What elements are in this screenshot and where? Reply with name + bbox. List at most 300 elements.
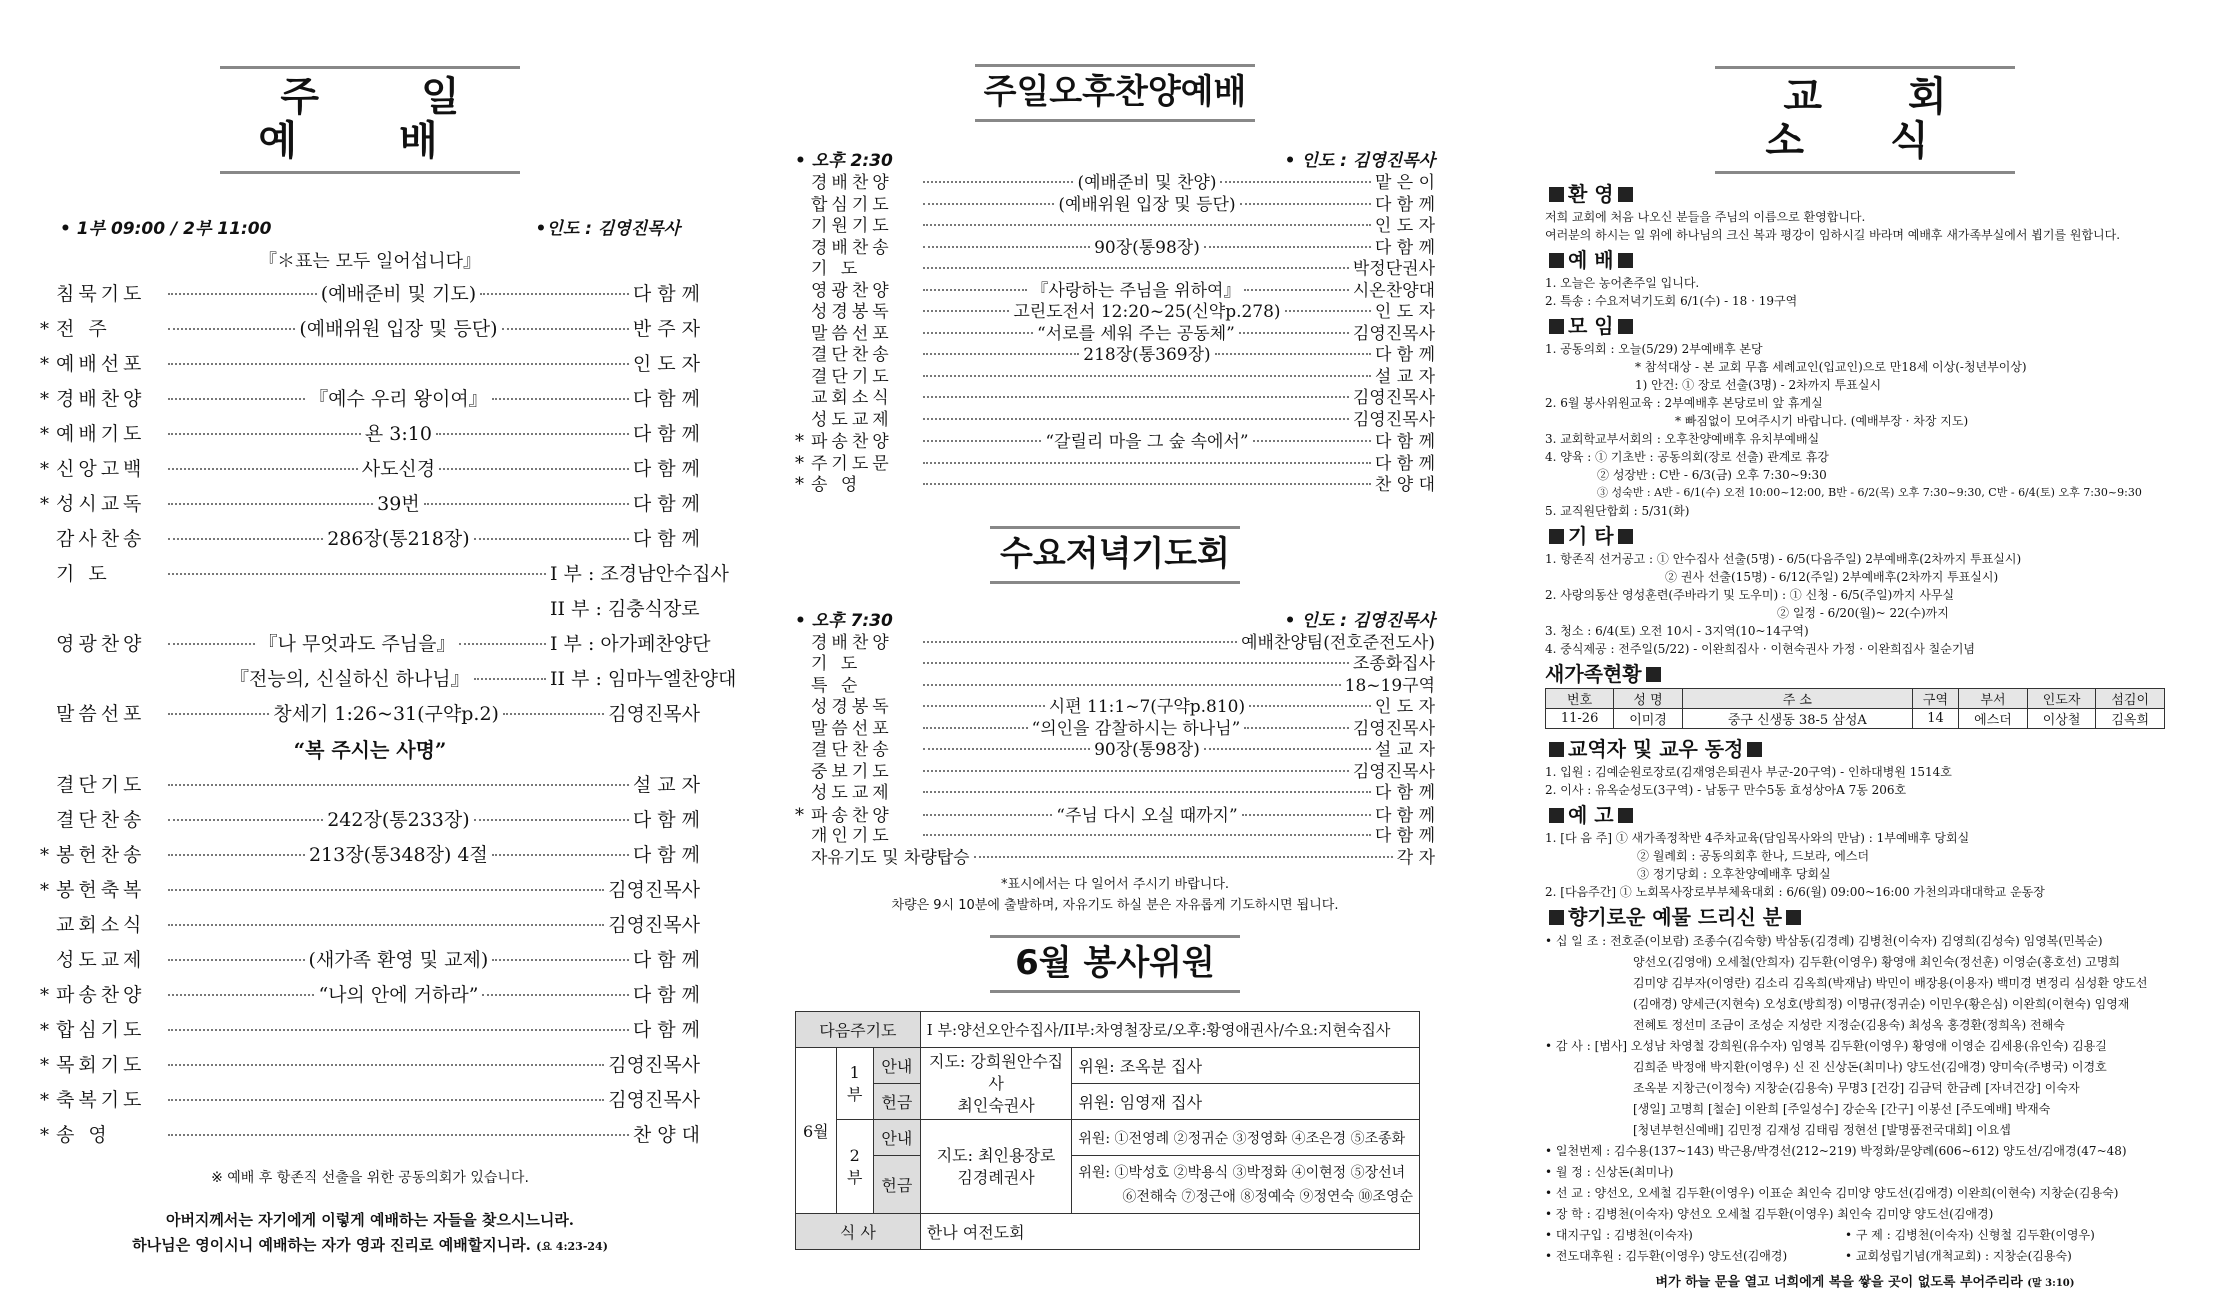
meal-value: 한나 여전도회 bbox=[920, 1214, 1419, 1250]
order-row bbox=[795, 805, 1435, 827]
order-row bbox=[795, 388, 1435, 410]
order-row bbox=[795, 719, 1435, 741]
order-person: 김영진목사 bbox=[608, 879, 700, 901]
church-news-column bbox=[1545, 0, 2185, 1290]
meeting-item: 2. 6월 봉사위원교육 : 2부예배후 본당로비 앞 휴게실 bbox=[1545, 396, 1823, 410]
offering-line: [생일] 고명희 [철순] 이완희 [주일성수] 강순옥 [간구] 이봉선 [주도예배] 박재숙 bbox=[1633, 1102, 2051, 1116]
order-name: 전 주 bbox=[56, 318, 111, 340]
p2-leader: 지도: 최인용장로 김경례권사 bbox=[920, 1120, 1072, 1214]
welcome-line-2: 여러분의 하시는 일 위에 하나님의 크신 복과 평강이 임하시길 바라며 예배후 새가족부실에서 뵙기를 원합니다. bbox=[1545, 228, 2121, 242]
afternoon-leader: • 인도 : 김영진목사 bbox=[1284, 151, 1435, 171]
meeting-item: 4. 양육 : ① 기초반 : 공동의회(장로 선출) 관계로 휴강 bbox=[1545, 450, 1829, 464]
sermon-row bbox=[40, 697, 700, 732]
square-icon bbox=[1747, 742, 1762, 757]
new-family-header: 인도자 bbox=[2027, 689, 2096, 709]
staff-news-heading: 교역자 및 교우 동정 bbox=[1545, 735, 2185, 763]
order-person: 인 도 자 bbox=[632, 353, 700, 375]
order-name: 성도교제 bbox=[811, 409, 893, 430]
order-name: 성시교독 bbox=[56, 493, 146, 515]
etc-item: 4. 중식제공 : 전주일(5/22) - 이완희집사 · 이현숙권사 가정 · 이완희집사 칠순기념 bbox=[1545, 642, 1976, 656]
order-person: 다 함 께 bbox=[1374, 805, 1436, 826]
order-person: 김영진목사 bbox=[1352, 409, 1435, 430]
order-person: 김영진목사 bbox=[1352, 718, 1435, 739]
afternoon-info-bar bbox=[795, 146, 1435, 171]
square-icon bbox=[1549, 319, 1564, 334]
order-name: 침묵기도 bbox=[56, 283, 146, 305]
standing-mark: * bbox=[795, 474, 804, 495]
praise-1: I 부 : 아가페찬양단 bbox=[550, 633, 711, 655]
order-name: 송 영 bbox=[811, 475, 862, 495]
order-detail: 213장(통348장) 4절 bbox=[308, 844, 488, 866]
wednesday-prayer-title: 수요저녁기도회 bbox=[990, 526, 1240, 584]
meeting-item: 5. 교직원단합회 : 5/31(화) bbox=[1545, 504, 1690, 518]
offering-line: 김미양 김부자(이영란) 김소리 김옥희(박재남) 박민이 배장용(이용자) 백미경 변정리 심성환 양도선 bbox=[1633, 976, 2148, 990]
new-family-header: 구역 bbox=[1912, 689, 1958, 709]
order-name: 성경봉독 bbox=[811, 697, 893, 717]
order-name: 기 도 bbox=[56, 563, 111, 585]
order-detail: “갈릴리 마을 그 숲 속에서” bbox=[1045, 432, 1249, 452]
wednesday-order bbox=[795, 633, 1435, 870]
new-family-header: 부서 bbox=[1959, 689, 2028, 709]
new-family-header: 섬김이 bbox=[2096, 689, 2165, 709]
order-detail: 욘 3:10 bbox=[364, 423, 432, 445]
standing-mark: * bbox=[40, 424, 49, 445]
order-row bbox=[795, 633, 1435, 655]
order-person: 시온찬양대 bbox=[1352, 280, 1435, 301]
order-row bbox=[795, 324, 1435, 346]
afternoon-wednesday-column bbox=[795, 0, 1435, 1240]
order-person: 다 함 께 bbox=[1374, 826, 1435, 846]
order-name: 봉헌축복 bbox=[56, 879, 146, 901]
worship-leader: •인도 : 김영진목사 bbox=[535, 219, 680, 239]
prayer-row-2 bbox=[40, 592, 700, 627]
meeting-item: ③ 성숙반 : A반 - 6/1(수) 오전 10:00~12:00, B반 - 6/2(목) 오후 7:30~9:30, C반 - 6/4(토) 오후 7:30~9:30 bbox=[1597, 486, 2142, 499]
order-name: 기 도 bbox=[811, 654, 862, 674]
order-person: 다 함 께 bbox=[632, 984, 701, 1006]
order-row bbox=[40, 522, 700, 557]
offering-line: 김희준 박정애 박지환(이영우) 신 진 신상돈(최미나) 양도선(김애경) 양미숙(주병국) 이경호 bbox=[1633, 1060, 2107, 1074]
standing-mark: * bbox=[795, 431, 804, 452]
order-person: 김영진목사 bbox=[608, 1054, 700, 1076]
offering-line: • 전도대후원 : 김두환(이영우) 양도선(김애경) • 교회성립기념(개척교회) : 지창순(김용숙) bbox=[1545, 1249, 2072, 1263]
order-person: 인 도 자 bbox=[1374, 302, 1435, 322]
p1-guide-members: 위원: 조옥분 집사 bbox=[1072, 1048, 1420, 1084]
order-name: 경배찬양 bbox=[811, 632, 893, 653]
sunday-worship-title: 주 일 예 배 bbox=[220, 66, 520, 174]
order-name: 예배선포 bbox=[56, 353, 146, 375]
verse-reference: (요 4:23-24) bbox=[536, 1240, 608, 1253]
standing-mark: * bbox=[40, 459, 49, 480]
order-row bbox=[40, 1083, 700, 1118]
square-icon bbox=[1646, 667, 1661, 682]
order-person: 다 함 께 bbox=[1374, 453, 1435, 474]
order-person: 다 함 께 bbox=[632, 949, 700, 971]
standing-mark: * bbox=[40, 354, 49, 375]
order-row bbox=[40, 978, 700, 1013]
order-row bbox=[40, 768, 700, 803]
order-person: 다 함 께 bbox=[1374, 194, 1436, 215]
p1-leader: 지도: 강희원안수집사 최인숙권사 bbox=[920, 1048, 1072, 1120]
order-row bbox=[795, 654, 1435, 676]
standing-mark: * bbox=[40, 319, 49, 340]
order-detail: 218장(통369장) bbox=[1083, 345, 1211, 365]
new-family-cell: 중구 신생동 38-5 삼성A bbox=[1682, 709, 1912, 729]
order-row bbox=[40, 803, 700, 838]
order-name: 경배찬양 bbox=[811, 173, 893, 193]
order-row bbox=[795, 345, 1435, 367]
p2-offer-members: 위원: ①박성호 ②박용식 ③박정화 ④이현정 ⑤장선녀 ⑥전해숙 ⑦정근애 ⑧정예숙 ⑨정연숙 ⑩조영순 bbox=[1072, 1156, 1420, 1214]
square-icon bbox=[1549, 529, 1564, 544]
order-person: 다 함 께 bbox=[1374, 345, 1436, 365]
order-detail: 『예수 우리 왕이여』 bbox=[309, 388, 488, 410]
wednesday-time: • 오후 7:30 bbox=[795, 610, 893, 631]
order-row bbox=[795, 826, 1435, 848]
notice-item: ③ 정기당회 : 오후찬양예배후 당회실 bbox=[1637, 867, 1831, 881]
order-name: 말씀선포 bbox=[811, 718, 893, 739]
new-family-heading: 새가족현황 bbox=[1545, 660, 2185, 688]
order-name: 교회소식 bbox=[811, 388, 893, 408]
offering-line: • 일천번제 : 김수용(137~143) 박근용/박경선(212~219) 박정화/문양례(606~612) 양도선/김애경(47~48) bbox=[1545, 1144, 2127, 1158]
service-volunteers-table bbox=[795, 1011, 1420, 1250]
order-row bbox=[40, 277, 700, 312]
order-name: 파송찬양 bbox=[56, 984, 146, 1006]
worship-time: • 1부 09:00 / 2부 11:00 bbox=[60, 219, 272, 239]
order-row bbox=[40, 838, 700, 873]
order-row bbox=[40, 908, 700, 943]
order-person: 다 함 께 bbox=[632, 388, 700, 410]
new-family-table bbox=[1545, 688, 2165, 729]
order-detail: (예배위원 입장 및 등단) bbox=[1058, 194, 1236, 215]
order-person: 다 함 께 bbox=[1374, 432, 1436, 452]
p2-offer-label: 헌금 bbox=[873, 1156, 920, 1214]
order-name: 결단찬송 bbox=[811, 345, 893, 365]
new-family-header: 주 소 bbox=[1682, 689, 1912, 709]
staff-news-1: 1. 입원 : 김예순원로장로(김재영은퇴권사 부군-20구역) - 인하대병원 1514호 bbox=[1545, 765, 1952, 779]
meetings-heading: 모 임 bbox=[1545, 312, 2185, 340]
order-row bbox=[40, 382, 700, 417]
offering-line: [청년부헌신예배] 김민정 김재성 김태림 정현선 [발명품전국대회] 이요셉 bbox=[1633, 1123, 2011, 1137]
worship-line-2: 2. 특송 : 수요저녁기도회 6/1(수) - 18 · 19구역 bbox=[1545, 294, 1798, 308]
order-name: 성도교제 bbox=[56, 949, 146, 971]
meal-label: 식 사 bbox=[796, 1214, 921, 1250]
new-family-header: 성 명 bbox=[1614, 689, 1683, 709]
notice-heading: 예 고 bbox=[1545, 801, 2185, 829]
order-detail: “나의 안에 거하라” bbox=[318, 984, 479, 1006]
order-row bbox=[795, 367, 1435, 389]
order-name: 말씀선포 bbox=[811, 323, 893, 344]
standing-mark: * bbox=[40, 494, 49, 515]
order-detail: 사도신경 bbox=[361, 458, 436, 480]
order-person: 김영진목사 bbox=[1352, 323, 1436, 344]
part1-cell: 1부 bbox=[836, 1048, 873, 1120]
square-icon bbox=[1786, 910, 1801, 925]
order-person: 18~19구역 bbox=[1344, 675, 1435, 696]
standing-mark: * bbox=[40, 985, 49, 1006]
new-family-cell: 에스더 bbox=[1959, 709, 2028, 729]
notice-item: 2. [다음주간] ① 노회목사장로부부체육대회 : 6/6(월) 09:00~16:00 가천의과대대학교 운동장 bbox=[1545, 885, 2045, 899]
order-row bbox=[795, 783, 1435, 805]
praise-row bbox=[40, 627, 711, 662]
p1-offer-members: 위원: 임영재 집사 bbox=[1072, 1084, 1420, 1120]
offering-line: (김애경) 양세근(지현숙) 오성호(방희정) 이명규(정귀순) 이민우(황은심) 이완희(이현숙) 임영재 bbox=[1633, 997, 2130, 1011]
order-row bbox=[795, 676, 1435, 698]
standing-mark: * bbox=[40, 1125, 49, 1146]
order-row bbox=[795, 762, 1435, 784]
order-row bbox=[795, 195, 1435, 217]
etc-item: 2. 사랑의동산 영성훈련(주바라기 및 도우미) : ① 신청 - 6/5(주일)까지 사무실 bbox=[1545, 588, 1955, 602]
sunday-worship-column bbox=[40, 0, 737, 1254]
notice-item: ② 월례회 : 공동의회후 한나, 드보라, 에스더 bbox=[1637, 849, 1870, 863]
order-name: 성경봉독 bbox=[811, 302, 893, 322]
order-name: 기 도 bbox=[811, 259, 862, 279]
square-icon bbox=[1618, 808, 1633, 823]
order-name: 감사찬송 bbox=[56, 528, 146, 550]
praise-1-song: 『나 무엇과도 주님을』 bbox=[258, 633, 456, 655]
order-name: 개인기도 bbox=[811, 826, 893, 846]
standing-mark: * bbox=[40, 1090, 49, 1111]
verse-line-2: 하나님은 영이시니 예배하는 자가 영과 진리로 예배할지니라. (요 4:23-24) bbox=[132, 1236, 608, 1254]
order-row bbox=[795, 453, 1435, 475]
welcome-line-1: 저희 교회에 처음 나오신 분들을 주님의 이름으로 환영합니다. bbox=[1545, 210, 1866, 224]
order-name: 특 순 bbox=[811, 675, 862, 696]
new-family-cell: 14 bbox=[1912, 709, 1958, 729]
order-of-service-part2 bbox=[40, 768, 700, 1153]
order-person: 설 교 자 bbox=[632, 774, 700, 796]
afternoon-worship-title: 주일오후찬양예배 bbox=[975, 64, 1255, 122]
order-name: 주기도문 bbox=[811, 453, 893, 474]
order-person: 반 주 자 bbox=[632, 318, 701, 340]
next-week-prayer-value: I 부:양선오안수집사/II부:차영철장로/오후:황영애권사/수요:지현숙집사 bbox=[920, 1012, 1419, 1048]
new-family-header: 번호 bbox=[1546, 689, 1614, 709]
order-person: 맡 은 이 bbox=[1374, 173, 1436, 193]
etc-item: 1. 항존직 선거공고 : ① 안수집사 선출(5명) - 6/5(다음주일) 2부예배후(2차까지 투표실시) bbox=[1545, 552, 2022, 566]
order-name: 결단기도 bbox=[56, 774, 146, 796]
sermon-preacher: 김영진목사 bbox=[608, 703, 701, 725]
standing-mark-note: *표시에서는 다 일어서 주시기 바랍니다. bbox=[1000, 877, 1230, 892]
offering-line: 조옥분 지창근(이정숙) 지창순(김용숙) 무명3 [건강] 김금덕 한금례 [자녀건강] 이숙자 bbox=[1633, 1081, 2080, 1095]
order-detail: (예배위원 입장 및 등단) bbox=[299, 318, 498, 340]
square-icon bbox=[1549, 742, 1564, 757]
square-icon bbox=[1549, 187, 1564, 202]
new-family-cell: 이상철 bbox=[2027, 709, 2096, 729]
part2-cell: 2부 bbox=[836, 1120, 873, 1214]
order-row bbox=[795, 697, 1435, 719]
meeting-item: 1. 공동의회 : 오늘(5/29) 2부예배후 본당 bbox=[1545, 342, 1763, 356]
new-family-cell: 이미경 bbox=[1614, 709, 1683, 729]
staff-news-2: 2. 이사 : 유옥순성도(3구역) - 남동구 만수5동 효성상아A 7동 206호 bbox=[1545, 783, 1907, 797]
order-detail: 286장(통218장) bbox=[327, 528, 470, 550]
order-person: 다 함 께 bbox=[1374, 783, 1435, 803]
order-row bbox=[795, 173, 1435, 195]
sermon-scripture: 창세기 1:26~31(구약p.2) bbox=[273, 703, 499, 725]
order-person: 김영진목사 bbox=[608, 914, 700, 936]
offering-heading: 향기로운 예물 드리신 분 bbox=[1545, 903, 2185, 931]
order-name: 결단찬송 bbox=[56, 809, 146, 831]
order-detail: “서로를 세워 주는 공동체” bbox=[1037, 323, 1235, 344]
offering-line: • 감 사 : [범사] 오성남 차영철 강희원(유수자) 임영복 김두환(이영우) 황영애 이영순 김세용(유인숙) 김용길 bbox=[1545, 1039, 2107, 1053]
prayer-1: I 부 : 조경남안수집사 bbox=[550, 563, 729, 585]
order-detail: 90장(통98장) bbox=[1094, 740, 1200, 760]
meeting-item: 1) 안건: ① 장로 선출(3명) - 2차까지 투표실시 bbox=[1635, 378, 1882, 392]
order-of-service-part1 bbox=[40, 277, 700, 557]
standing-mark: * bbox=[40, 1020, 49, 1041]
order-person: 다 함 께 bbox=[632, 493, 700, 515]
offering-line: • 대지구입 : 김병천(이숙자) • 구 제 : 김병천(이숙자) 신형철 김두환(이영우) bbox=[1545, 1228, 2095, 1242]
etc-heading: 기 타 bbox=[1545, 522, 2185, 550]
order-name: 중보기도 bbox=[811, 761, 893, 782]
order-name: 신앙고백 bbox=[56, 458, 146, 480]
order-detail: 『사랑하는 주님을 위하여』 bbox=[1031, 280, 1241, 301]
praise-row-2 bbox=[40, 662, 737, 697]
order-person: 다 함 께 bbox=[632, 423, 700, 445]
p2-guide-members: 위원: ①전영례 ②정귀순 ③정영화 ④조은경 ⑤조종화 bbox=[1072, 1120, 1420, 1156]
order-name: 파송찬양 bbox=[811, 432, 893, 452]
order-person: 다 함 께 bbox=[632, 1019, 700, 1041]
order-row bbox=[795, 302, 1435, 324]
order-row bbox=[40, 347, 700, 382]
order-row bbox=[40, 1013, 700, 1048]
order-name: 송 영 bbox=[56, 1124, 111, 1146]
meeting-item: 3. 교회학교부서회의 : 오후찬양예배후 유치부예배실 bbox=[1545, 432, 1820, 446]
p1-guide-label: 안내 bbox=[873, 1048, 920, 1084]
square-icon bbox=[1618, 319, 1633, 334]
square-icon bbox=[1549, 253, 1564, 268]
sermon-title: “복 주시는 사명” bbox=[293, 738, 447, 762]
order-person: 다 함 께 bbox=[632, 809, 701, 831]
order-row bbox=[40, 417, 700, 452]
afternoon-order bbox=[795, 173, 1435, 496]
order-row bbox=[40, 1048, 700, 1083]
order-detail: (예배준비 및 찬양) bbox=[1077, 173, 1217, 193]
new-family-cell: 11-26 bbox=[1546, 709, 1614, 729]
bottom-note: ※ 예배 후 항존직 선출을 위한 공동의회가 있습니다. bbox=[211, 1170, 529, 1186]
order-name: 결단기도 bbox=[811, 366, 893, 387]
order-detail: 시편 11:1~7(구약p.810) bbox=[1048, 697, 1246, 717]
standing-note: 『＊표는 모두 일어섭니다』 bbox=[259, 251, 481, 272]
etc-item: ② 권사 선출(15명) - 6/12(주일) 2부예배후(2차까지 투표실시) bbox=[1665, 570, 1999, 584]
order-name: 합심기도 bbox=[56, 1019, 146, 1041]
praise-2: II 부 : 임마누엘찬양대 bbox=[550, 668, 737, 690]
order-name: 파송찬양 bbox=[811, 805, 893, 826]
closing-verse-reference: (말 3:10) bbox=[2027, 1278, 2075, 1289]
offering-line: • 선 교 : 양선오, 오세철 김두환(이영우) 이표순 최인숙 김미양 양도선(김애경) 이완희(이현숙) 지창순(김용숙) bbox=[1545, 1186, 2119, 1200]
church-news-title: 교 회 소 식 bbox=[1715, 66, 2015, 174]
new-family-cell: 김옥희 bbox=[2096, 709, 2165, 729]
order-person: 찬 양 대 bbox=[632, 1124, 700, 1146]
afternoon-time: • 오후 2:30 bbox=[795, 151, 893, 171]
order-row bbox=[795, 410, 1435, 432]
order-row bbox=[40, 873, 700, 908]
order-row bbox=[40, 312, 700, 347]
month-cell: 6월 bbox=[796, 1048, 837, 1214]
order-detail: (새가족 환영 및 교제) bbox=[308, 949, 489, 971]
order-name: 기원기도 bbox=[811, 216, 893, 236]
standing-mark: * bbox=[40, 845, 49, 866]
worship-info-bar bbox=[60, 214, 680, 239]
square-icon bbox=[1618, 529, 1633, 544]
closing-verse: 벼가 하늘 문을 열고 너희에게 복을 쌓을 곳이 없도록 부어주리라 (말 3:10) bbox=[1655, 1275, 2075, 1290]
order-row bbox=[795, 259, 1435, 281]
order-person: 김영진목사 bbox=[1352, 761, 1435, 782]
order-row bbox=[795, 281, 1435, 303]
order-row bbox=[40, 452, 700, 487]
order-name: 말씀선포 bbox=[56, 703, 146, 725]
meeting-item: * 빠짐없이 모여주시기 바랍니다. (예배부장 · 차장 지도) bbox=[1675, 414, 1969, 428]
order-row bbox=[40, 487, 700, 522]
next-week-prayer-label: 다음주기도 bbox=[796, 1012, 921, 1048]
order-person: 김영진목사 bbox=[1352, 388, 1435, 408]
order-name: 경배찬양 bbox=[56, 388, 146, 410]
order-row bbox=[795, 238, 1435, 260]
square-icon bbox=[1549, 808, 1564, 823]
notice-item: 1. [다 음 주] ① 새가족정착반 4주차교육(담임목사와의 만남) : 1부예배후 당회실 bbox=[1545, 831, 1970, 845]
order-person: 예배찬양팀(전호준전도사) bbox=[1241, 632, 1435, 653]
order-person: 다 함 께 bbox=[632, 458, 701, 480]
order-person: 인 도 자 bbox=[1374, 216, 1435, 236]
meeting-item: ② 성장반 : C반 - 6/3(금) 오후 7:30~9:30 bbox=[1597, 468, 1827, 482]
order-person: 설 교 자 bbox=[1374, 366, 1435, 387]
etc-item: ② 일정 - 6/20(월)~ 22(수)까지 bbox=[1777, 606, 1949, 620]
offering-line: 양선오(김영애) 오세철(안희자) 김두환(이영우) 황영애 최인숙(정선훈) 이영순(홍호선) 고명희 bbox=[1633, 955, 2121, 969]
square-icon bbox=[1618, 253, 1633, 268]
order-person: 박정단권사 bbox=[1352, 259, 1435, 279]
worship-heading: 예 배 bbox=[1545, 246, 2185, 274]
order-detail: “의인을 감찰하시는 하나님” bbox=[1031, 718, 1241, 739]
order-detail: “주님 다시 오실 때까지” bbox=[1056, 805, 1238, 826]
standing-mark: * bbox=[795, 804, 804, 826]
june-service-title: 6월 봉사위원 bbox=[990, 935, 1240, 993]
order-person: 찬 양 대 bbox=[1374, 475, 1435, 495]
wednesday-info-bar bbox=[795, 606, 1435, 631]
order-name: 합심기도 bbox=[811, 194, 893, 215]
p2-guide-label: 안내 bbox=[873, 1120, 920, 1156]
worship-line-1: 1. 오늘은 농어촌주일 입니다. bbox=[1545, 276, 1700, 290]
order-row bbox=[40, 943, 700, 978]
order-person: 다 함 께 bbox=[1374, 237, 1435, 258]
offering-line: • 월 정 : 신상돈(최미나) bbox=[1545, 1165, 1674, 1179]
order-name: 성도교제 bbox=[811, 783, 893, 803]
square-icon bbox=[1549, 910, 1564, 925]
order-detail: 242장(통233장) bbox=[327, 809, 470, 831]
order-person: 다 함 께 bbox=[632, 283, 701, 305]
standing-mark: * bbox=[40, 880, 49, 901]
order-detail: 90장(통98장) bbox=[1094, 237, 1200, 258]
order-name: 예배기도 bbox=[56, 423, 146, 445]
welcome-heading: 환 영 bbox=[1545, 180, 2185, 208]
order-row bbox=[795, 740, 1435, 762]
vehicle-note: 차량은 9시 10분에 출발하며, 자유기도 하실 분은 자유롭게 기도하시면 됩니다. bbox=[891, 898, 1339, 913]
p1-offer-label: 헌금 bbox=[873, 1084, 920, 1120]
order-person: 김영진목사 bbox=[608, 1089, 700, 1111]
standing-mark: * bbox=[40, 389, 49, 410]
prayer-row bbox=[40, 557, 729, 592]
order-name: 봉헌찬송 bbox=[56, 844, 146, 866]
order-name: 축복기도 bbox=[56, 1089, 146, 1111]
verse-line-1: 아버지께서는 자기에게 이렇게 예배하는 자들을 찾으시느니라. bbox=[165, 1211, 575, 1229]
meeting-item: * 참석대상 - 본 교회 무흠 세례교인(입교인)으로 만18세 이상(-청년부이상) bbox=[1635, 360, 2027, 374]
order-person: 설 교 자 bbox=[1374, 740, 1435, 760]
order-name: 영광찬양 bbox=[811, 280, 893, 301]
offering-line: • 십 일 조 : 전호준(이보람) 조종수(김숙향) 박삼동(김경례) 김병천(이숙자) 김영희(김성숙) 임영복(민복순) bbox=[1545, 934, 2103, 948]
order-name: 교회소식 bbox=[56, 914, 146, 936]
standing-mark: * bbox=[795, 452, 804, 474]
etc-item: 3. 청소 : 6/4(토) 오전 10시 - 3지역(10~14구역) bbox=[1545, 624, 1809, 638]
order-person: 다 함 께 bbox=[632, 844, 700, 866]
offering-line: • 장 학 : 김병천(이숙자) 양선오 오세철 김두환(이영우) 최인숙 김미양 양도선(김애경) bbox=[1545, 1207, 1994, 1221]
order-name: 경배찬송 bbox=[811, 237, 893, 258]
square-icon bbox=[1618, 187, 1633, 202]
order-person: 조종화집사 bbox=[1352, 654, 1435, 674]
